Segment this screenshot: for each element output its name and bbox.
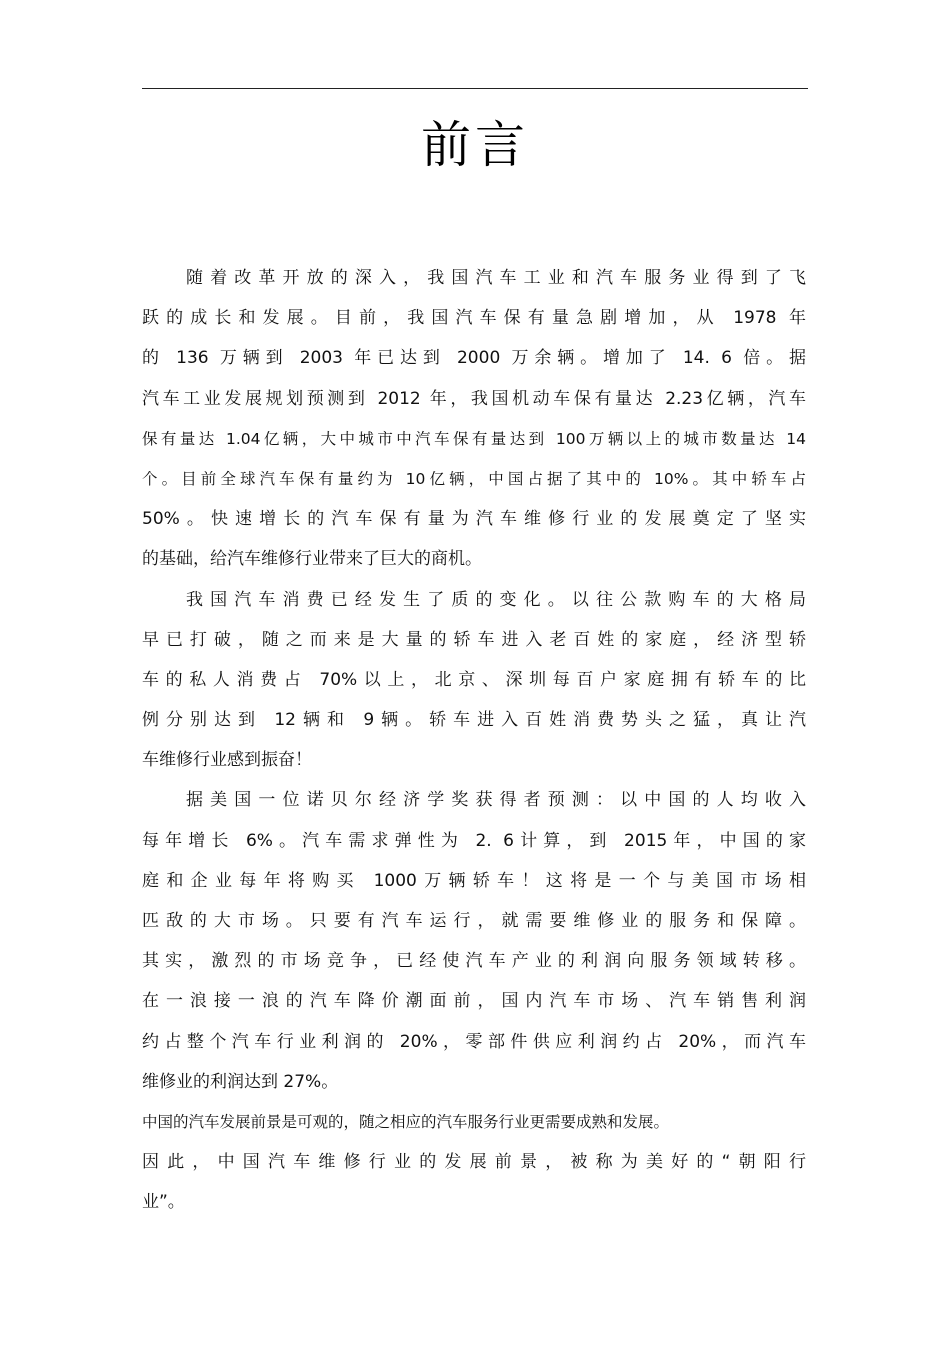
document-body: [142, 258, 806, 1223]
text-line: 的 136 万辆到 2003 年已达到 2000 万余辆。增加了 14. 6 倍。据: [142, 348, 806, 369]
text-line: 的基础，给汽车维修行业带来了巨大的商机。: [142, 549, 482, 570]
text-line: 个。目前全球汽车保有量约为 10亿辆，中国占据了其中的 10%。其中轿车占: [142, 469, 806, 488]
text-line: 车维修行业感到振奋！: [142, 750, 312, 771]
text-line: 据美国一位诺贝尔经济学奖获得者预测：以中国的人均收入: [186, 790, 806, 811]
header-rule: [142, 88, 808, 89]
text-line: 其实，激烈的市场竞争，已经使汽车产业的利润向服务领域转移。: [142, 951, 806, 972]
page-title: 前言: [421, 116, 529, 174]
text-line: 随着改革开放的深入，我国汽车工业和汽车服务业得到了飞: [186, 268, 806, 288]
text-line: 约占整个汽车行业利润的 20%，零部件供应利润约占 20%，而汽车: [142, 1031, 806, 1052]
text-line: 庭和企业每年将购买 1000万辆轿车！这将是一个与美国市场相: [142, 870, 806, 891]
text-line: 50%。快速增长的汽车保有量为汽车维修行业的发展奠定了坚实: [142, 509, 806, 530]
text-line: 维修业的利润达到 27%。: [142, 1071, 339, 1092]
text-line: 早已打破，随之而来是大量的轿车进入老百姓的家庭，经济型轿: [142, 629, 806, 650]
text-line: 跃的成长和发展。目前，我国汽车保有量急剧增加，从 1978 年: [142, 308, 806, 329]
text-line: 中国的汽车发展前景是可观的，随之相应的汽车服务行业更需要成熟和发展。: [142, 1112, 670, 1131]
text-line: 保有量达 1.04亿辆，大中城市中汽车保有量达到 100万辆以上的城市数量达 14: [142, 429, 806, 448]
text-line: 业”。: [142, 1192, 185, 1213]
text-line: 我国汽车消费已经发生了质的变化。以往公款购车的大格局: [186, 589, 806, 610]
text-line: 车的私人消费占 70%以上，北京、深圳每百户家庭拥有轿车的比: [142, 669, 806, 690]
text-line: 因此，中国汽车维修行业的发展前景，被称为美好的“朝阳行: [142, 1152, 806, 1173]
text-line: 在一浪接一浪的汽车降价潮面前，国内汽车市场、汽车销售利润: [142, 991, 806, 1012]
text-line: 每年增长 6%。汽车需求弹性为 2. 6计算，到 2015年，中国的家: [142, 830, 806, 851]
text-line: 例分别达到 12辆和 9辆。轿车进入百姓消费势头之猛，真让汽: [142, 710, 806, 731]
text-line: 匹敌的大市场。只要有汽车运行，就需要维修业的服务和保障。: [142, 911, 806, 931]
text-line: 汽车工业发展规划预测到 2012 年，我国机动车保有量达 2.23亿辆，汽车: [142, 388, 806, 409]
